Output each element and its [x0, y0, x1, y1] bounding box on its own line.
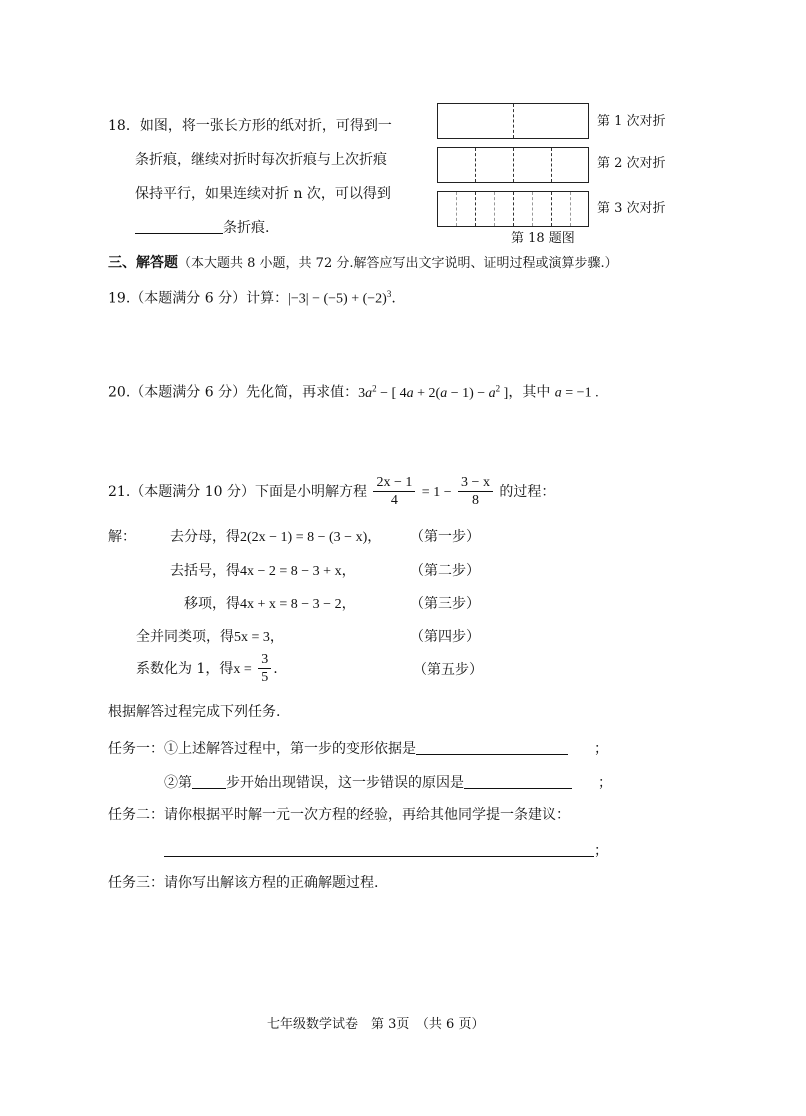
q19-exponent: 3 [386, 289, 392, 299]
step-3: 移项，得4x + x = 8 − 3 − 2， [184, 596, 356, 612]
step-1-tag: （第一步） [410, 529, 480, 545]
fold-rect-3 [437, 191, 589, 227]
q21-fraction-left: $\frac{2x - 1}{4}$ [373, 476, 415, 508]
step-equation: 4x − 2 = 8 − 3 + x [240, 564, 342, 579]
q18-line4 [135, 219, 269, 235]
q19 [108, 290, 396, 307]
task-2: 任务二：请你根据平时解一元一次方程的经验，再给其他同学提一条建议： [108, 807, 570, 823]
task-1b: ②第 步开始出现错误，这一步错误的原因是 ； [164, 775, 612, 791]
tasks-intro: 根据解答过程完成下列任务. [108, 704, 281, 720]
step-label: 系数化为 1，得 [136, 661, 234, 677]
step-label: 移项，得 [184, 596, 240, 612]
step-5: 系数化为 1，得x = $\frac{3}{5}$ . [136, 652, 278, 685]
q20-prefix: 20.（本题满分 6 分）先化简，再求值： [108, 384, 359, 401]
q20-value: = −1 . [561, 385, 599, 401]
q21-prefix: 21.（本题满分 10 分）下面是小明解方程 [108, 484, 367, 500]
step-equation: 4x + x = 8 − 3 − 2 [240, 597, 342, 612]
task-1a: 任务一：①上述解答过程中，第一步的变形依据是 ； [108, 741, 608, 757]
var-a: a [488, 385, 496, 401]
q18-answer-blank[interactable] [135, 219, 223, 234]
page-footer: 七年级数学试卷 第 3页 （共 6 页） [267, 1017, 485, 1032]
q18-line2: 条折痕，继续对折时每次折痕与上次折痕 [135, 152, 387, 168]
var-a: a [365, 385, 373, 401]
task-1a-blank[interactable] [416, 740, 568, 755]
step-1: 去分母，得2(2x − 1) = 8 − (3 − x)， [170, 529, 382, 545]
task-2-blank[interactable] [164, 842, 594, 857]
fold-label-3: 第 3 次对折 [597, 201, 666, 216]
q20-coef: 3 [358, 385, 366, 401]
q20-part: ] [500, 385, 509, 401]
q21-suffix: 的过程： [499, 484, 556, 500]
q20-expression: $3a^2$ − [ $4a + 2(a - 1) - a^2$ ] [358, 383, 509, 401]
crease [532, 192, 533, 226]
q21-header [108, 476, 555, 508]
task-1-heading: 任务一： [108, 741, 164, 757]
crease [551, 148, 552, 182]
q20-part: − [ 4 [376, 385, 407, 401]
q19-end: . [391, 290, 396, 307]
fold-label-2: 第 2 次对折 [597, 156, 666, 171]
q20-where: ，其中 [508, 384, 555, 401]
crease [513, 192, 514, 226]
q20-part: + 2( [413, 385, 441, 401]
step-3-tag: （第三步） [410, 596, 480, 612]
step-4: 全并同类项，得5x = 3， [136, 629, 284, 645]
fold-rect-1 [437, 103, 589, 139]
q21-jie: 解： [108, 529, 136, 545]
task-1b-text: 步开始出现错误，这一步错误的原因是 [226, 775, 464, 791]
task-2-answer-line: ； [164, 842, 608, 858]
step-equation: 2(2x − 1) = 8 − (3 − x) [240, 530, 368, 545]
task-1a-text: ①上述解答过程中，第一步的变形依据是 [164, 741, 416, 757]
step-2: 去括号，得4x − 2 = 8 − 3 + x， [170, 563, 356, 579]
crease [456, 192, 457, 226]
figure-caption: 第 18 题图 [511, 231, 575, 246]
q20-part: − 1) − [447, 385, 489, 401]
crease [513, 148, 514, 182]
crease [475, 148, 476, 182]
section-title: 三、解答题 [108, 255, 178, 271]
section-heading [108, 256, 618, 270]
crease [494, 192, 495, 226]
crease [551, 192, 552, 226]
task-3: 任务三：请你写出解该方程的正确解题过程. [108, 875, 379, 891]
step-equation: 5x = 3 [234, 630, 270, 645]
var-a: a [406, 385, 414, 401]
q21-fraction-right: $\frac{3 - x}{8}$ [458, 476, 493, 508]
task-1b-pre: ②第 [164, 775, 192, 791]
q20 [108, 384, 599, 401]
task-1b-reason-blank[interactable] [464, 774, 572, 789]
q21-mid: = 1 − [421, 485, 452, 500]
crease [570, 192, 571, 226]
section-note: （本大题共 8 小题，共 72 分.解答应写出文字说明、证明过程或演算步骤.） [178, 256, 618, 271]
q18-line3: 保持平行，如果连续对折 n 次，可以得到 [135, 186, 391, 202]
step-2-tag: （第二步） [410, 563, 480, 579]
step-5-tag: （第五步） [413, 662, 483, 678]
crease [475, 192, 476, 226]
step-label: 去括号，得 [170, 563, 240, 579]
step-label: 全并同类项，得 [136, 629, 234, 645]
crease [513, 104, 514, 138]
q19-prefix: 19.（本题满分 6 分）计算： [108, 290, 289, 307]
q18-line1: 18．如图，将一张长方形的纸对折，可得到一 [108, 118, 392, 134]
var-a: a [440, 385, 448, 401]
step-5-fraction: $\frac{3}{5}$ [258, 653, 271, 685]
fold-label-1: 第 1 次对折 [597, 114, 666, 129]
task-1b-step-blank[interactable] [192, 774, 226, 789]
step-4-tag: （第四步） [410, 629, 480, 645]
q18-line4-tail: 条折痕. [223, 220, 270, 236]
step-label: 去分母，得 [170, 529, 240, 545]
var-a: a [554, 385, 562, 401]
q19-expression: |−3| − (−5) + (−2) [288, 291, 387, 307]
fold-rect-2 [437, 147, 589, 183]
step-equation: x = [233, 662, 252, 677]
